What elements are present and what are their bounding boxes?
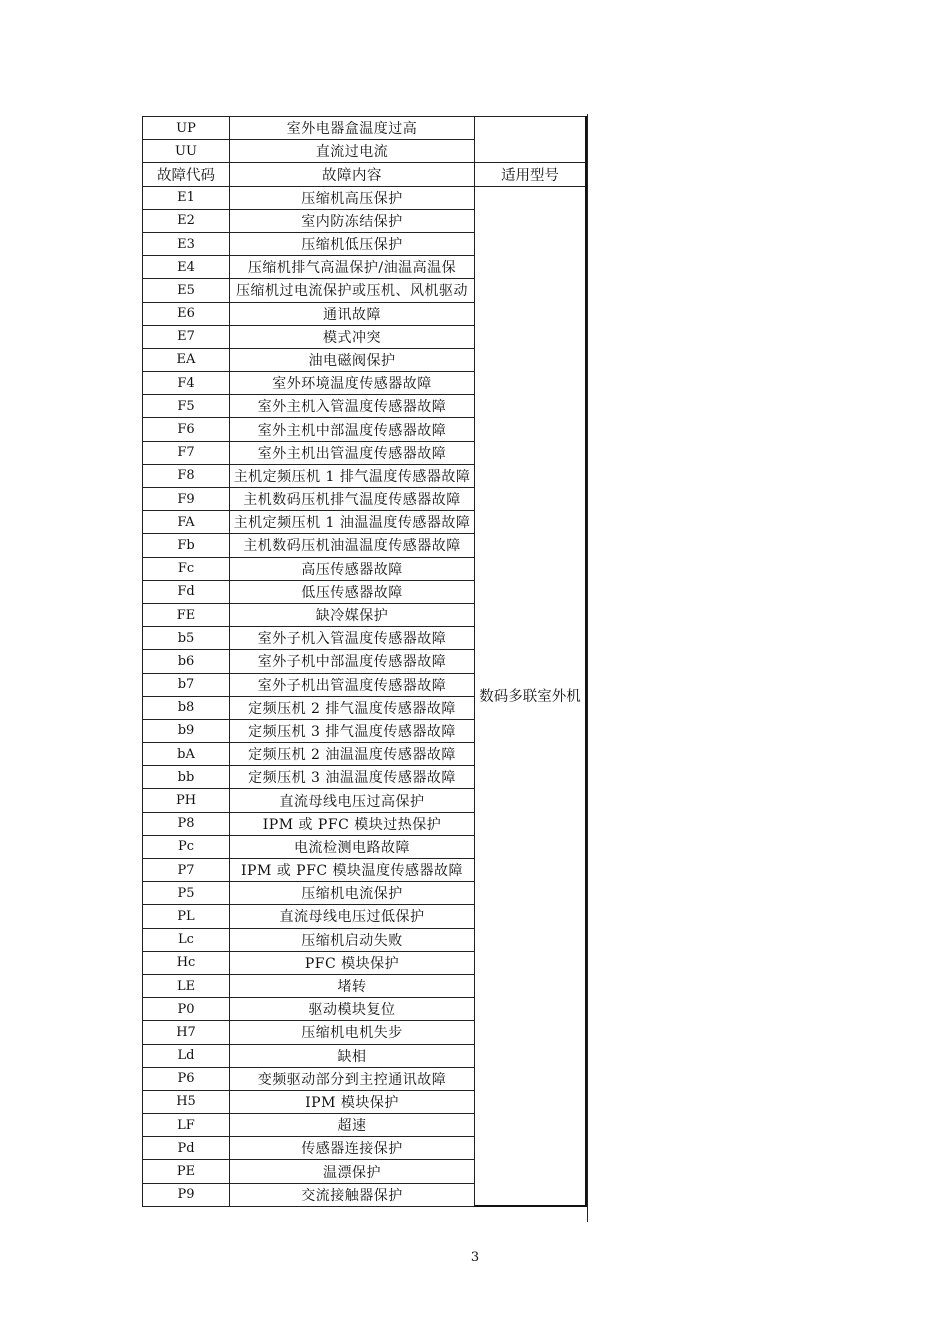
fault-content-cell: IPM 模块保护 xyxy=(230,1090,475,1113)
fault-content-cell: 堵转 xyxy=(230,974,475,997)
fault-content-cell: 室外主机出管温度传感器故障 xyxy=(230,441,475,464)
fault-content-cell: 主机数码压机排气温度传感器故障 xyxy=(230,488,475,511)
fault-content-cell: 室外子机出管温度传感器故障 xyxy=(230,673,475,696)
fault-content-cell: 通讯故障 xyxy=(230,302,475,325)
fault-code-cell: Fd xyxy=(143,580,230,603)
fault-code-cell: Lc xyxy=(143,928,230,951)
fault-code-cell: E1 xyxy=(143,186,230,209)
fault-code-cell: bb xyxy=(143,766,230,789)
fault-content-cell: 压缩机启动失败 xyxy=(230,928,475,951)
fault-content-cell: 主机定频压机 1 排气温度传感器故障 xyxy=(230,464,475,487)
page-right-rule xyxy=(587,114,588,1222)
fault-code-cell: b7 xyxy=(143,673,230,696)
fault-content-cell: 室内防冻结保护 xyxy=(230,209,475,232)
fault-code-cell: Fb xyxy=(143,534,230,557)
fault-content-cell: 模式冲突 xyxy=(230,325,475,348)
fault-code-cell: b8 xyxy=(143,696,230,719)
fault-code-cell: b6 xyxy=(143,650,230,673)
fault-content-cell: 压缩机电流保护 xyxy=(230,882,475,905)
fault-content-cell: 直流过电流 xyxy=(230,140,475,163)
fault-content-cell: 驱动模块复位 xyxy=(230,998,475,1021)
fault-content-cell: IPM 或 PFC 模块过热保护 xyxy=(230,812,475,835)
fault-code-cell: Pc xyxy=(143,835,230,858)
fault-content-cell: 室外子机中部温度传感器故障 xyxy=(230,650,475,673)
fault-code-cell: E7 xyxy=(143,325,230,348)
fault-code-cell: UU xyxy=(143,140,230,163)
fault-content-cell: 高压传感器故障 xyxy=(230,557,475,580)
fault-content-cell: 压缩机高压保护 xyxy=(230,186,475,209)
fault-content-cell: 主机数码压机油温温度传感器故障 xyxy=(230,534,475,557)
table-header-row xyxy=(143,163,587,186)
fault-code-cell: PH xyxy=(143,789,230,812)
fault-content-cell: 定频压机 3 排气温度传感器故障 xyxy=(230,719,475,742)
fault-code-cell: F9 xyxy=(143,488,230,511)
fault-code-cell: FE xyxy=(143,603,230,626)
fault-content-cell: 缺相 xyxy=(230,1044,475,1067)
fault-code-cell: H5 xyxy=(143,1090,230,1113)
fault-content-cell: 电流检测电路故障 xyxy=(230,835,475,858)
fault-code-cell: P9 xyxy=(143,1183,230,1206)
fault-code-cell: b9 xyxy=(143,719,230,742)
fault-code-cell: Ld xyxy=(143,1044,230,1067)
fault-content-cell: 直流母线电压过高保护 xyxy=(230,789,475,812)
fault-code-cell: LF xyxy=(143,1114,230,1137)
fault-code-cell: b5 xyxy=(143,627,230,650)
fault-code-cell: P8 xyxy=(143,812,230,835)
fault-code-cell: F4 xyxy=(143,372,230,395)
fault-content-cell: PFC 模块保护 xyxy=(230,951,475,974)
fault-code-cell: F8 xyxy=(143,464,230,487)
fault-code-table xyxy=(142,116,587,1207)
fault-code-cell: P0 xyxy=(143,998,230,1021)
fault-content-cell: 定频压机 2 排气温度传感器故障 xyxy=(230,696,475,719)
fault-content-cell: 缺冷媒保护 xyxy=(230,603,475,626)
header-fault-content: 故障内容 xyxy=(230,163,475,186)
page-number: 3 xyxy=(470,1250,480,1265)
fault-code-cell: EA xyxy=(143,348,230,371)
fault-code-cell: E4 xyxy=(143,256,230,279)
fault-content-cell: 定频压机 3 油温温度传感器故障 xyxy=(230,766,475,789)
table-row xyxy=(143,117,587,140)
fault-code-cell: F6 xyxy=(143,418,230,441)
fault-content-cell: 压缩机过电流保护或压机、风机驱动 xyxy=(230,279,475,302)
fault-content-cell: 定频压机 2 油温温度传感器故障 xyxy=(230,743,475,766)
fault-content-cell: 温漂保护 xyxy=(230,1160,475,1183)
header-applicable-model: 适用型号 xyxy=(475,163,587,186)
fault-code-cell: H7 xyxy=(143,1021,230,1044)
fault-content-cell: IPM 或 PFC 模块温度传感器故障 xyxy=(230,859,475,882)
fault-code-cell: F7 xyxy=(143,441,230,464)
fault-content-cell: 油电磁阀保护 xyxy=(230,348,475,371)
fault-code-cell: FA xyxy=(143,511,230,534)
fault-code-cell: Pd xyxy=(143,1137,230,1160)
table-row xyxy=(143,186,587,209)
applicable-model-cell: 数码多联室外机 xyxy=(475,186,587,1206)
fault-code-cell: LE xyxy=(143,974,230,997)
fault-content-cell: 超速 xyxy=(230,1114,475,1137)
fault-content-cell: 传感器连接保护 xyxy=(230,1137,475,1160)
fault-code-cell: Fc xyxy=(143,557,230,580)
fault-code-cell: E5 xyxy=(143,279,230,302)
header-fault-code: 故障代码 xyxy=(143,163,230,186)
fault-content-cell: 室外电器盒温度过高 xyxy=(230,117,475,140)
fault-content-cell: 压缩机电机失步 xyxy=(230,1021,475,1044)
fault-code-cell: PE xyxy=(143,1160,230,1183)
fault-code-cell: E3 xyxy=(143,232,230,255)
fault-content-cell: 室外子机入管温度传感器故障 xyxy=(230,627,475,650)
fault-content-cell: 交流接触器保护 xyxy=(230,1183,475,1206)
model-cell-top xyxy=(475,117,587,163)
fault-code-cell: E2 xyxy=(143,209,230,232)
fault-content-cell: 变频驱动部分到主控通讯故障 xyxy=(230,1067,475,1090)
fault-content-cell: 室外主机中部温度传感器故障 xyxy=(230,418,475,441)
fault-content-cell: 室外环境温度传感器故障 xyxy=(230,372,475,395)
fault-content-cell: 直流母线电压过低保护 xyxy=(230,905,475,928)
fault-code-cell: bA xyxy=(143,743,230,766)
fault-code-cell: PL xyxy=(143,905,230,928)
fault-content-cell: 低压传感器故障 xyxy=(230,580,475,603)
fault-code-cell: P7 xyxy=(143,859,230,882)
fault-content-cell: 压缩机低压保护 xyxy=(230,232,475,255)
fault-content-cell: 压缩机排气高温保护/油温高温保 xyxy=(230,256,475,279)
fault-code-table-body xyxy=(143,117,587,1207)
fault-code-cell: P6 xyxy=(143,1067,230,1090)
fault-code-cell: UP xyxy=(143,117,230,140)
fault-content-cell: 室外主机入管温度传感器故障 xyxy=(230,395,475,418)
fault-code-cell: F5 xyxy=(143,395,230,418)
fault-code-cell: Hc xyxy=(143,951,230,974)
fault-code-cell: P5 xyxy=(143,882,230,905)
fault-code-cell: E6 xyxy=(143,302,230,325)
fault-content-cell: 主机定频压机 1 油温温度传感器故障 xyxy=(230,511,475,534)
